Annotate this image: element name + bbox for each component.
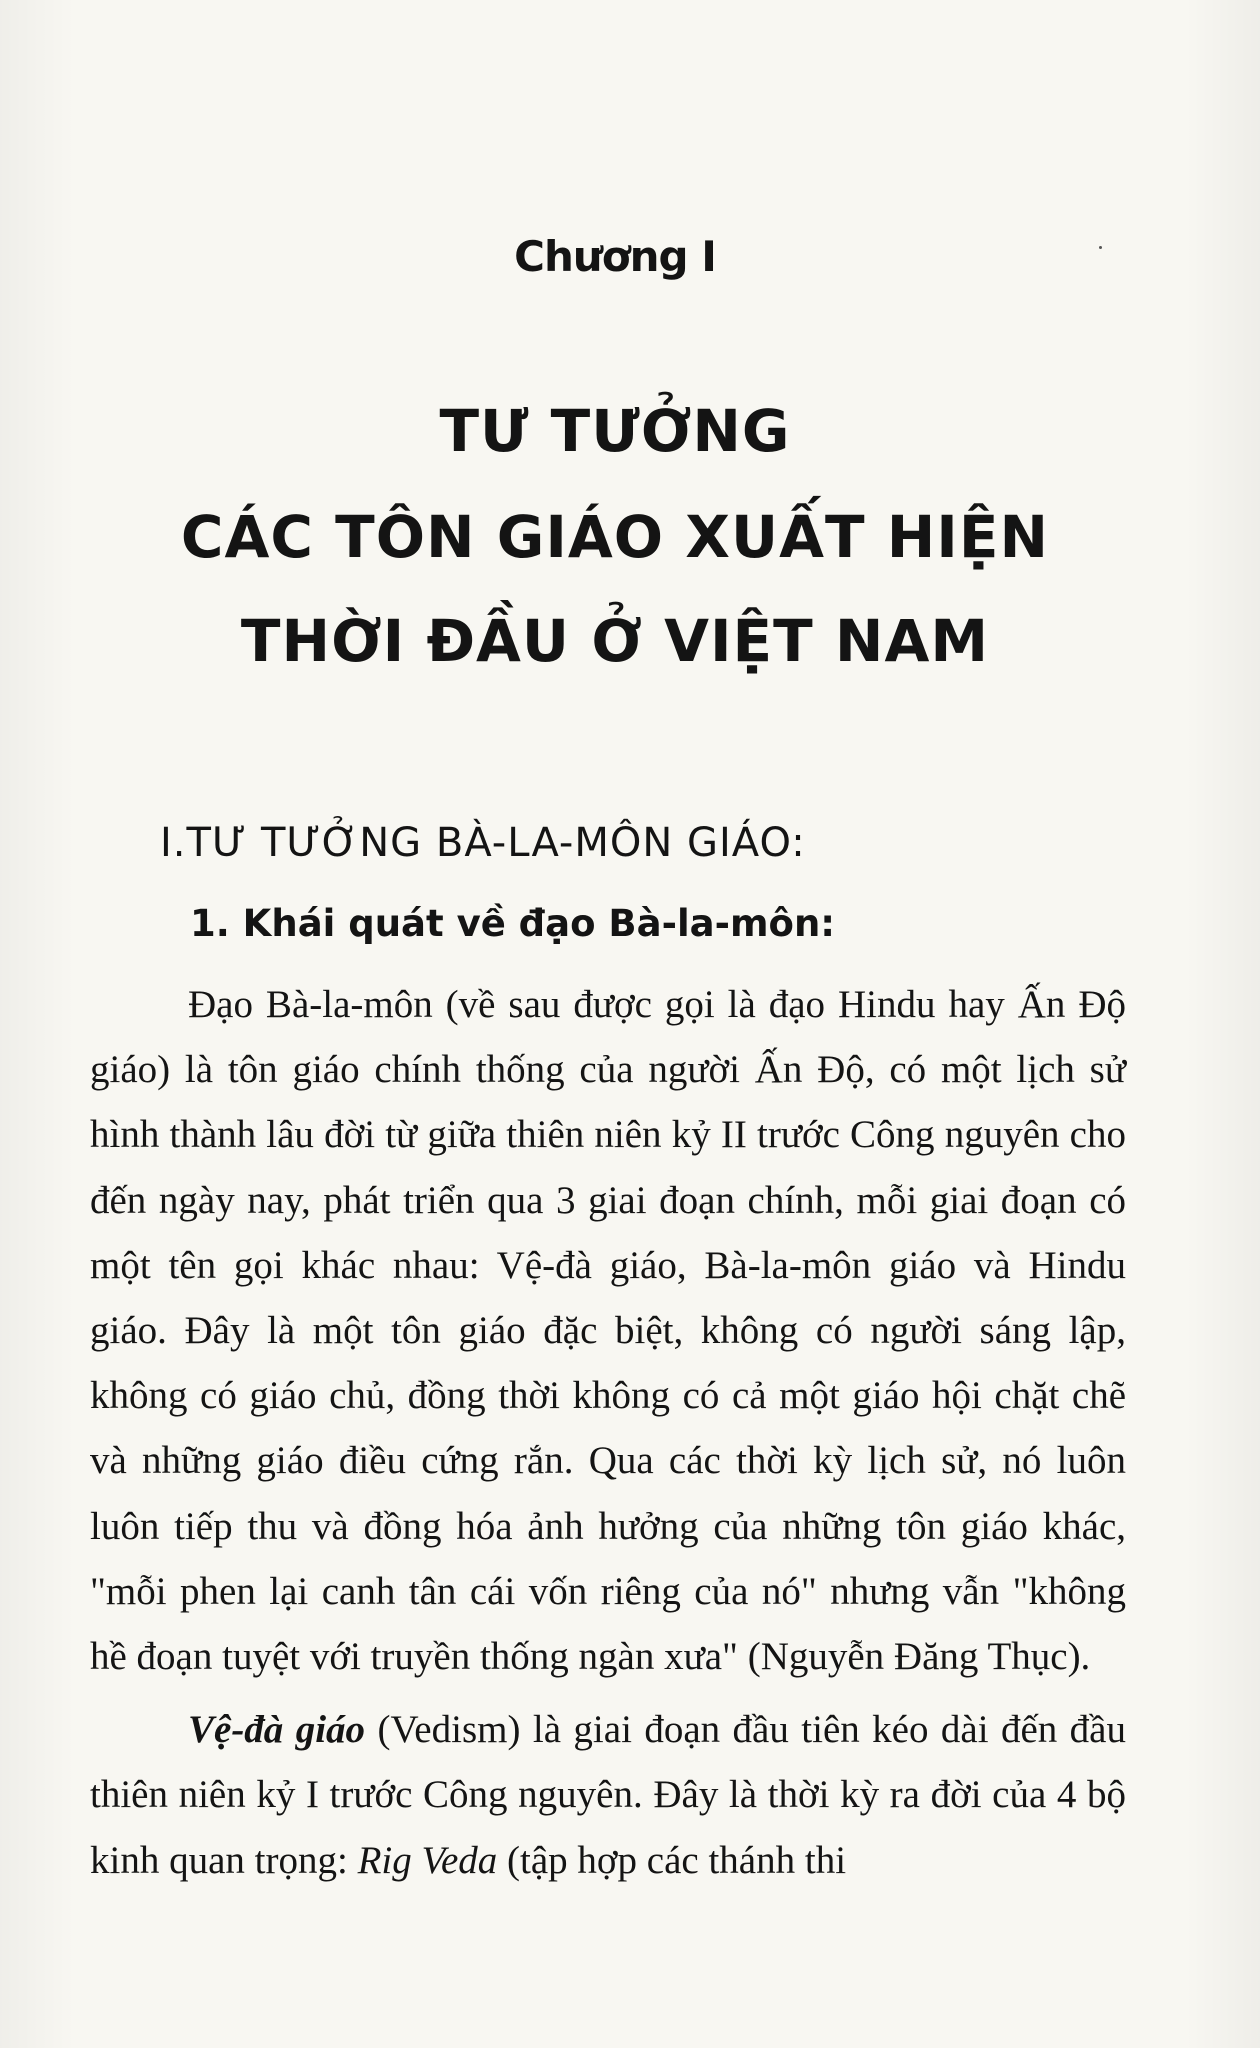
subsection-heading: 1. Khái quát về đạo Bà-la-môn: xyxy=(190,902,836,945)
section-heading: I.TƯ TƯỞNG BÀ-LA-MÔN GIÁO: xyxy=(160,820,806,866)
chapter-title-line-1: TƯ TƯỞNG xyxy=(439,397,791,465)
paragraph-2-text-a: (Vedism) là giai đoạn đầu tiên kéo dài đến đầu thiên niên kỷ I trước Công nguyên. Đây là thời kỳ ra đời của 4 bộ kinh quan trọng: xyxy=(90,1708,1126,1882)
paragraph-2 xyxy=(90,1697,1126,1893)
chapter-title-line-2: CÁC TÔN GIÁO XUẤT HIỆN xyxy=(180,503,1050,571)
paragraph-2-text-b: (tập hợp các thánh thi xyxy=(497,1838,847,1882)
term-vedism: Vệ-đà giáo xyxy=(188,1708,366,1752)
paragraph-1: Đạo Bà-la-môn (về sau được gọi là đạo Hindu hay Ấn Độ giáo) là tôn giáo chính thống của người Ấn Độ, có một lịch sử hình thành lâu đời từ giữa thiên niên kỷ II trước Công nguyên cho đến ngày nay, phát triển qua 3 giai đoạn chính, mỗi giai đoạn có một tên gọi khác nhau: Vệ-đà giáo, Bà-la-môn giáo và Hindu giáo. Đây là một tôn giáo đặc biệt, không có người sáng lập, không có giáo chủ, đồng thời không có cả một giáo hội chặt chẽ và những giáo điều cứng rắn. Qua các thời kỳ lịch sử, nó luôn luôn tiếp thu và đồng hóa ảnh hưởng của những tôn giáo khác, "mỗi phen lại canh tân cái vốn riêng của nó" nhưng vẫn "không hề đoạn tuyệt với truyền thống ngàn xưa" (Nguyễn Đăng Thục). xyxy=(90,983,1126,1679)
body-text xyxy=(90,972,1126,1893)
chapter-title-line-3: THỜI ĐẦU Ở VIỆT NAM xyxy=(240,607,990,675)
work-rig-veda: Rig Veda xyxy=(357,1838,498,1882)
chapter-label: Chương I xyxy=(514,232,716,281)
